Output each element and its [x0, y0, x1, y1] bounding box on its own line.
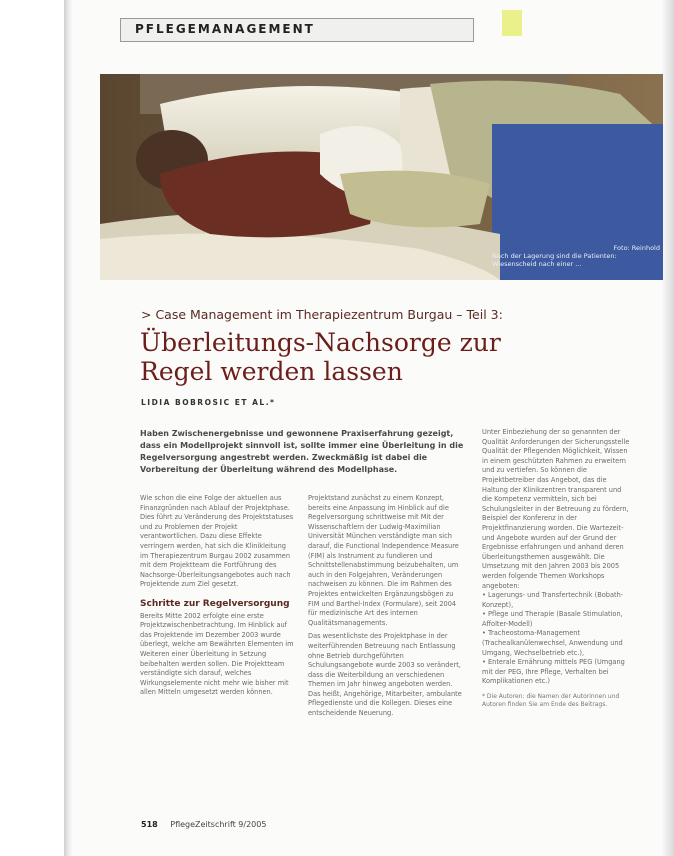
- column-3-paragraph-1: Unter Einbeziehung der so genannten der Qualität Anforderungen der Sicherungsstelle Qualität der Pflegenden Möglichkeit, Wissen in einem geschützten Rahmen zu erweitern und zu vertiefen. So können die Projektbetreiber das Angebot, das die Haltung der Klinikzentren transparent und die Kompetenz vermitteln, sich bei Schulungsleiter in der Betreuung zu fördern, Beispiel der Konferenz in der Projektfinanzierung worden. Die Wartezeit- und Angebote wurden auf der Grund der Ergebnisse erfahrungen und anhand deren Überleitungsthemen ausgewählt. Die Umsetzung mit den Jahren 2003 bis 2005 werden folgende Themen Workshops angeboten:: [482, 428, 630, 590]
- text-column-2: [308, 494, 466, 719]
- author-line: LIDIA BOBROSIC ET AL.*: [141, 398, 276, 407]
- column-2-paragraph-1: Projektstand zunächst zu einem Konzept, bereits eine Anpassung im Hinblick auf die Regelversorgung schrittweise mit Mit der Wissenschaftlern der Ludwig-Maximilian Universität München verständigte man sich darauf, die Functional Independence Measure (FIM) als Instrument zu fundieren und Schnittstellenabstimmung beizubehalten, um auch in den Folgejahren, Veränderungen nachweisen zu können. Die im Rahmen des Projektes entwickelten Ergänzungsbögen zu FIM und Barthel-Index (Formulare), seit 2004 für medizinische Art des internen Qualitätsmanagements.: [308, 494, 459, 627]
- sticky-note: [502, 10, 522, 36]
- article-title: [140, 328, 600, 386]
- title-line-2: Regel werden lassen: [140, 357, 403, 386]
- photo-caption: [492, 244, 660, 268]
- title-line-1: Überleitungs-Nachsorge zur: [140, 328, 501, 357]
- subheading: Schritte zur Regelversorgung: [140, 598, 290, 609]
- lead-paragraph: Haben Zwischenergebnisse und gewonnene Praxiserfahrung gezeigt, dass ein Modellprojekt sinnvoll ist, sollte immer eine Überleitung in die Regelversorgung angestrebt werden. Zweckmäßig ist dabei die Vorbereitung der Überleitung während des Modellphase.: [140, 429, 464, 474]
- series-subtitle: > Case Management im Therapiezentrum Burgau – Teil 3:: [141, 307, 503, 322]
- list-item: • Pflege und Therapie (Basale Stimulation, Affolter-Modell): [482, 610, 623, 628]
- column-1-paragraph-1: Wie schon die eine Folge der aktuellen aus Finanzgründen nach Ablauf der Projektphase. Dies führt zu Veränderung des Projektstatuses und zu Problemen der Projekt verantwortlichen. Dazu diese Effekte verringern werden, hat sich die Klinikleitung im Therapiezentrum Burgau 2002 zusammen mit dem Projektteam die Fortführung des Nachsorge-Überleitungsangebotes auch nach Projektende zum Ziel gesetzt.: [140, 494, 294, 589]
- photo-caption-text: Nach der Lagerung sind die Patienten: Wiesenscheid nach einer ...: [492, 252, 617, 268]
- list-item: • Lagerungs- und Transfertechnik (Bobath-Konzept),: [482, 591, 624, 609]
- list-item: • Enterale Ernährung mittels PEG (Umgang mit der PEG, Ihre Pflege, Verhalten bei Komplikationen etc.): [482, 658, 625, 686]
- page-number: 518: [141, 820, 158, 829]
- footnote: * Die Autoren: die Namen der Autorinnen und Autoren finden Sie am Ende des Beitrags.: [482, 693, 620, 709]
- section-label: PFLEGEMANAGEMENT: [135, 22, 315, 36]
- text-column-1: [140, 494, 296, 698]
- list-item: • Tracheostoma-Management (Trachealkanülenwechsel, Anwendung und Umgang, Wechselbetrieb etc.),: [482, 629, 623, 657]
- photo-credit: Foto: Reinhold: [613, 244, 660, 252]
- journal-name: PflegeZeitschrift 9/2005: [170, 820, 267, 829]
- text-column-3: [482, 428, 632, 709]
- column-1-paragraph-2: Bereits Mitte 2002 erfolgte eine erste Projektzwischenbetrachtung. Im Hinblick auf das Projektende im Dezember 2003 wurde überlegt, welche am Bewährten Elementen im Weiteren einer Überleitung in Setzung beibehalten werden sollen. Die Projektteam verständigte sich darauf, welches Wirkungselemente nicht mehr wie bisher mit allen Mitteln umgesetzt werden können.: [140, 611, 294, 697]
- column-2-paragraph-2: Das wesentlichste des Projektphase in der weiterführenden Betreuung nach Entlassung ohne Betrieb durchgeführten Schulungsangebote wurde 2003 so verändert, dass die Weiterbildung an verschiedenen Themen im Jahr hinweg angeboten werden. Das heißt, Angehörige, Mitarbeiter, ambulante Pflegedienste und die Kollegen. Dieses eine entscheidende Neuerung.: [308, 632, 462, 718]
- page-footer: [141, 820, 266, 829]
- section-header: [120, 18, 474, 42]
